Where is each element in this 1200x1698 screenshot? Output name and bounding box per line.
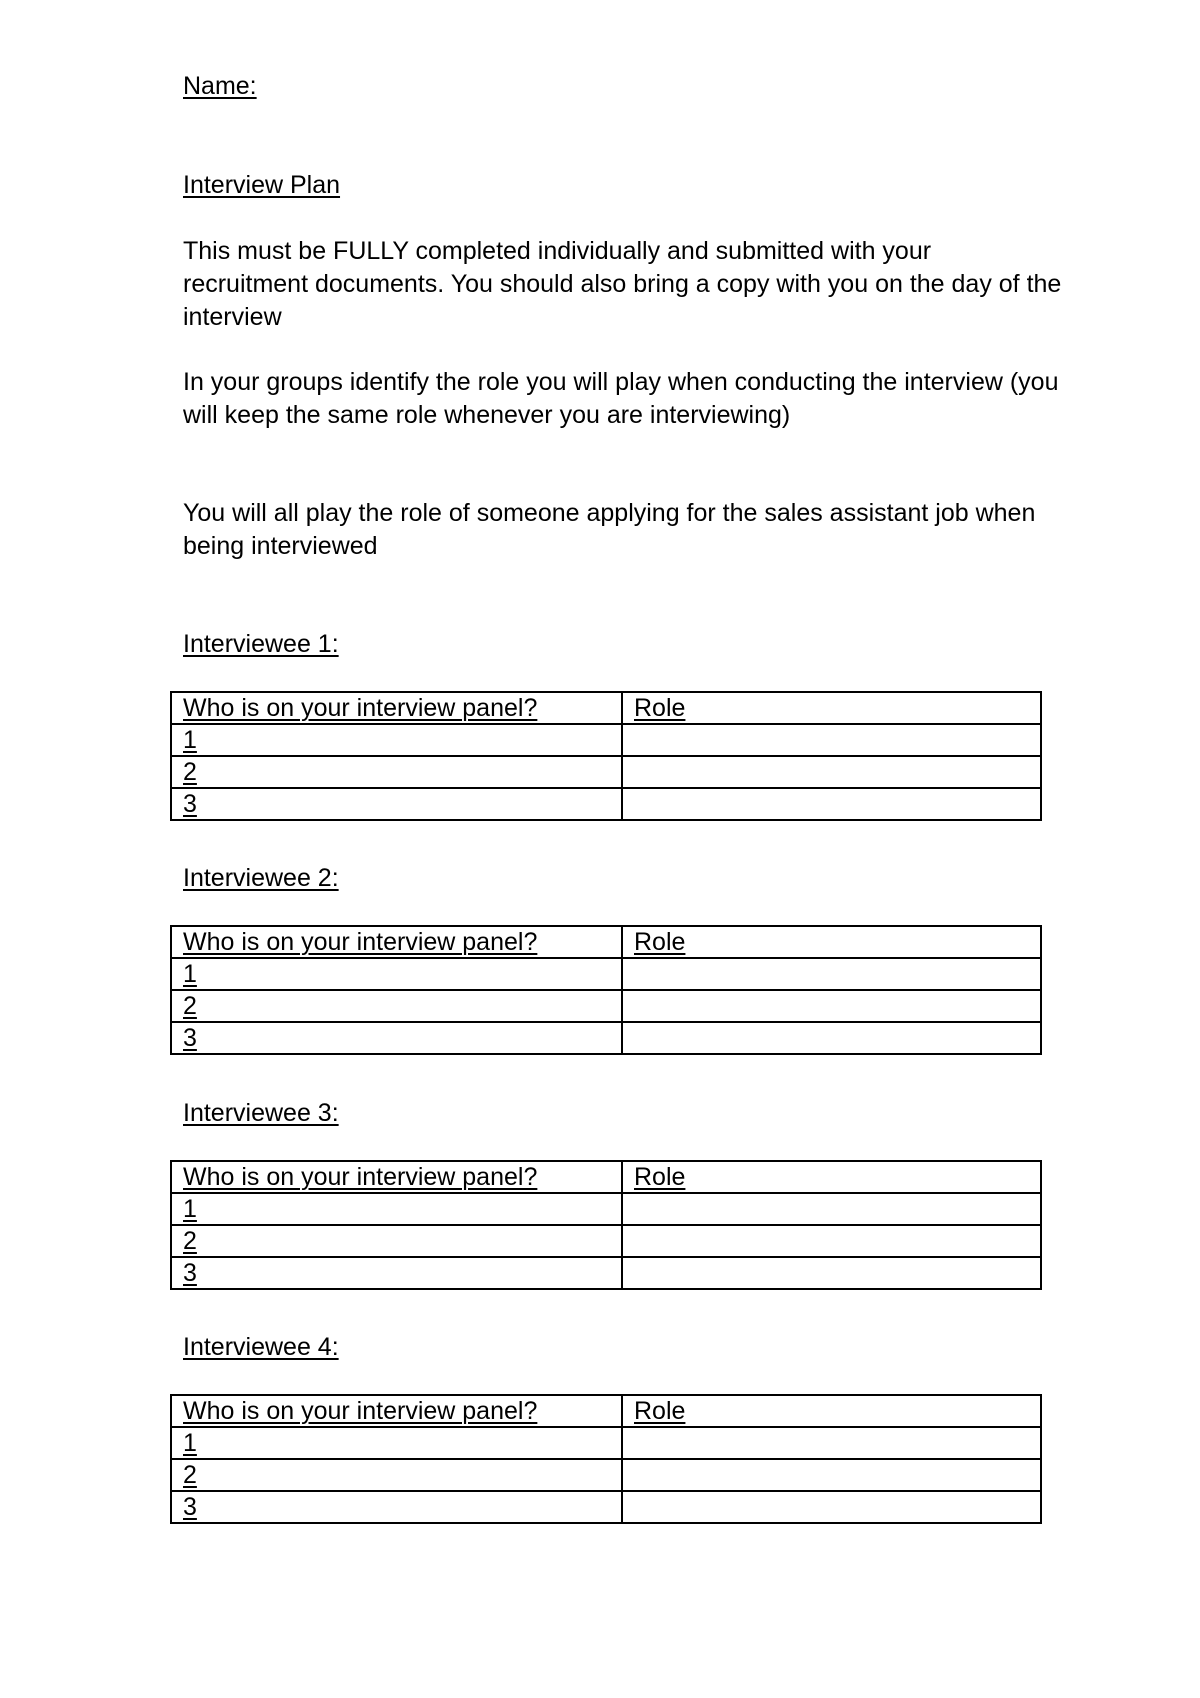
role-cell[interactable] [622, 1225, 1041, 1257]
table-row [171, 958, 1041, 990]
role-cell[interactable] [622, 1193, 1041, 1225]
row-number: 3 [183, 1493, 197, 1521]
role-column-header: Role [634, 1397, 686, 1425]
table-row [171, 1491, 1041, 1523]
table-row [171, 756, 1041, 788]
name-label: Name: [183, 72, 257, 100]
table-row [171, 788, 1041, 820]
instructions-paragraph: This must be FULLY completed individually and submitted with your recruitment documents. You should also bring a copy with you on the day of the interview [183, 237, 1062, 331]
role-column-header: Role [634, 694, 686, 722]
row-number: 1 [183, 1429, 197, 1457]
table-row [171, 1193, 1041, 1225]
role-cell[interactable] [622, 1427, 1041, 1459]
row-number: 1 [183, 960, 197, 988]
role-cell[interactable] [622, 724, 1041, 756]
role-cell[interactable] [622, 788, 1041, 820]
role-cell[interactable] [622, 1491, 1041, 1523]
row-number: 2 [183, 1461, 197, 1489]
applicant-paragraph: You will all play the role of someone applying for the sales assistant job when being interviewed [183, 499, 1036, 560]
table-row [171, 1427, 1041, 1459]
table-row [171, 724, 1041, 756]
interviewee-3-panel-table [170, 1160, 1042, 1290]
role-cell[interactable] [622, 958, 1041, 990]
interviewee-1-panel-table [170, 691, 1042, 821]
row-number: 1 [183, 726, 197, 754]
role-cell[interactable] [622, 1257, 1041, 1289]
table-row [171, 1459, 1041, 1491]
role-column-header: Role [634, 928, 686, 956]
table-row [171, 990, 1041, 1022]
interviewee-4-panel-table [170, 1394, 1042, 1524]
interviewee-4-heading: Interviewee 4: [183, 1333, 339, 1361]
interviewee-3-heading: Interviewee 3: [183, 1099, 339, 1127]
role-cell[interactable] [622, 990, 1041, 1022]
role-cell[interactable] [622, 756, 1041, 788]
row-number: 2 [183, 1227, 197, 1255]
row-number: 2 [183, 758, 197, 786]
role-cell[interactable] [622, 1459, 1041, 1491]
document-title: Interview Plan [183, 171, 341, 199]
table-row [171, 1225, 1041, 1257]
table-header-row [171, 926, 1041, 958]
role-column-header: Role [634, 1163, 686, 1191]
interviewee-2-panel-table [170, 925, 1042, 1055]
row-number: 2 [183, 992, 197, 1020]
table-header-row [171, 1395, 1041, 1427]
row-number: 1 [183, 1195, 197, 1223]
role-paragraph: In your groups identify the role you will play when conducting the interview (you will keep the same role whenever you are interviewing) [183, 368, 1059, 429]
row-number: 3 [183, 1024, 197, 1052]
role-cell[interactable] [622, 1022, 1041, 1054]
table-header-row [171, 692, 1041, 724]
panel-column-header: Who is on your interview panel? [183, 928, 538, 956]
interviewee-2-heading: Interviewee 2: [183, 864, 339, 892]
row-number: 3 [183, 790, 197, 818]
table-row [171, 1022, 1041, 1054]
table-header-row [171, 1161, 1041, 1193]
panel-column-header: Who is on your interview panel? [183, 1163, 538, 1191]
table-row [171, 1257, 1041, 1289]
interviewee-1-heading: Interviewee 1: [183, 630, 339, 658]
panel-column-header: Who is on your interview panel? [183, 1397, 538, 1425]
panel-column-header: Who is on your interview panel? [183, 694, 538, 722]
row-number: 3 [183, 1259, 197, 1287]
